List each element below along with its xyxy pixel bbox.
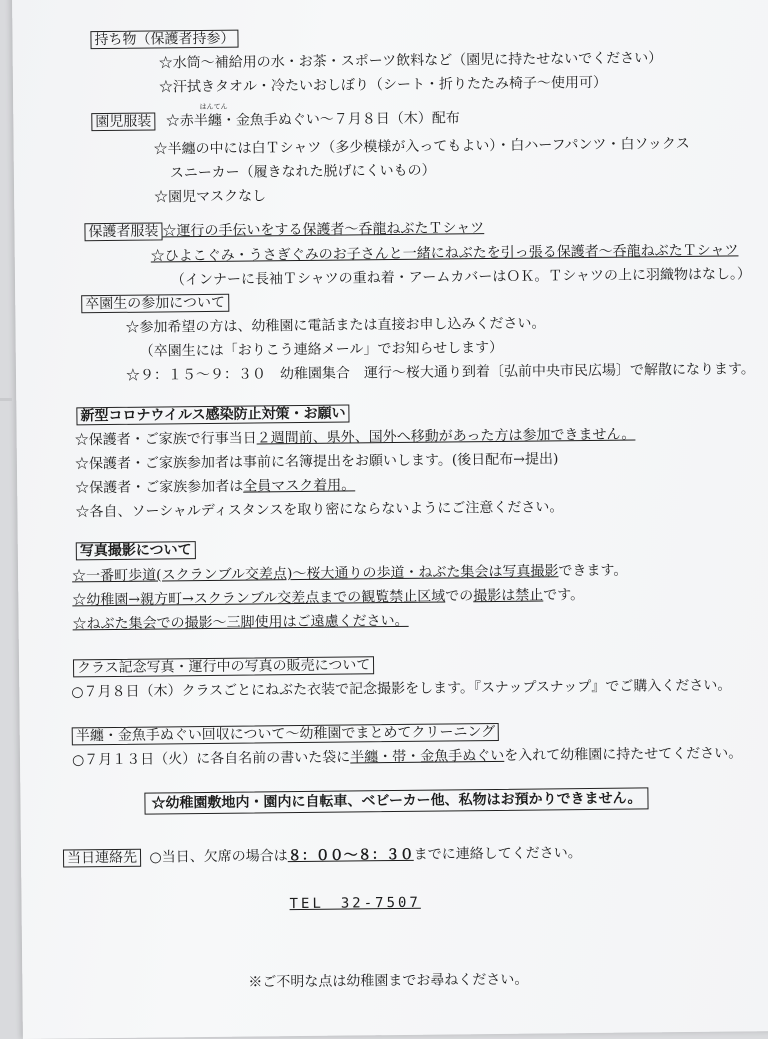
- graduates-line-1: ☆参加希望の方は、幼稚園に電話または直接お申し込みください。: [125, 315, 546, 336]
- contact-tel: TEL 32-7507: [289, 894, 421, 913]
- covid-line-1: ☆保護者・ご家族で行事当日２週間前、県外、国外へ移動があった方は参加できません。: [74, 426, 636, 449]
- graduates-line-2: （卒園生には「おりこう連絡メール」でお知らせします）: [139, 339, 504, 360]
- collection-line-1: ○７月１３日（火）に各自名前の書いた袋に半纏・帯・金魚手ぬぐいを入れて幼稚園に持たせてください。: [71, 745, 743, 769]
- graduates-heading: 卒園生の参加について: [81, 294, 229, 314]
- belongings-line-1: ☆水筒～補給用の水・お茶・スポーツ飲料など（園児に持たせないでください）: [158, 50, 663, 72]
- contact-label: 当日連絡先: [63, 849, 141, 868]
- kids-clothing-heading: 園児服装: [91, 113, 155, 132]
- photo-line-2: ☆幼稚園→親方町→スクランブル交差点までの観覧禁止区域での撮影は禁止です。: [72, 587, 585, 609]
- belongings-heading: 持ち物（保護者持参）: [90, 30, 238, 50]
- hanten-with-ruby: はんてん 半纏: [193, 102, 228, 130]
- paper-fold-edge: [0, 398, 12, 401]
- kids-clothing-line-3: スニーカー（履きなれた脱げにくいもの）: [169, 162, 436, 182]
- parent-clothing-line-2: ☆ひよこぐみ・うさぎぐみのお子さんと一緒にねぶたを引っ張る保護者～呑龍ねぶたＴシャツ: [150, 242, 739, 265]
- photo-heading: 写真撮影について: [76, 541, 196, 560]
- parent-clothing-row: 保護者服装 ☆運行の手伝いをする保護者～呑龍ねぶたＴシャツ: [84, 219, 484, 241]
- covid-line-2: ☆保護者・ご家族参加者は事前に名簿提出をお願いします。(後日配布→提出): [74, 451, 559, 473]
- contact-row: 当日連絡先 ○当日、欠席の場合は８：００～８：３０までに連絡してください。: [63, 844, 582, 867]
- document-page: [12, 0, 768, 1039]
- covid-line-4: ☆各自、ソーシャルディスタンスを取り密にならないようにご注意ください。: [75, 499, 564, 521]
- belongings-line-2: ☆汗拭きタオル・冷たいおしぼり（シート・折りたたみ椅子～使用可）: [158, 74, 608, 96]
- covid-line-3: ☆保護者・ご家族参加者は全員マスク着用。: [75, 477, 356, 497]
- collection-heading: 半纏・金魚手ぬぐい回収について～幼稚園でまとめてクリーニング: [72, 723, 500, 745]
- kids-clothing-row: 園児服装 ☆赤 はんてん 半纏・金魚手ぬぐい～７月８日（木）配布: [91, 109, 460, 131]
- kids-clothing-line-2: ☆半纏の中には白Ｔシャツ（多少模様が入ってもよい）・白ハーフパンツ・白ソックス: [153, 135, 690, 158]
- covid-heading: 新型コロナウイルス感染防止対策・お願い: [76, 404, 349, 425]
- class-photo-line-1: ○７月８日（木）クラスごとにねぶた衣装で記念撮影をします。『スナップスナップ』でご購入ください。: [71, 677, 732, 701]
- photo-line-3: ☆ねぶた集会での撮影～三脚使用はご遠慮ください。: [72, 612, 409, 633]
- contact-time: ８：００～８：３０: [287, 846, 414, 865]
- kids-clothing-line-4: ☆園児マスクなし: [154, 188, 267, 206]
- photo-line-1: ☆一番町歩道(スクランブル交差点)～桜大通りの歩道・ねぶた集会は写真撮影できます。: [72, 562, 628, 585]
- graduates-line-3: ☆９：１５～９：３０ 幼稚園集合 運行～桜大通り到着〔弘前中央市民広場〕で解散になります。: [125, 361, 755, 384]
- class-photo-heading: クラス記念写真・運行中の写真の販売について: [73, 656, 374, 677]
- parent-clothing-heading: 保護者服装: [84, 222, 162, 241]
- notice-box: ☆幼稚園敷地内・園内に自転車、ベビーカー他、私物はお預かりできません。: [144, 789, 648, 812]
- parent-clothing-line-3: （インナーに長袖Ｔシャツの重ね着・アームカバーはＯＫ。Ｔシャツの上に羽織物はなし。）: [170, 266, 752, 289]
- footer-note: ※ご不明な点は幼稚園までお尋ねください。: [248, 971, 529, 991]
